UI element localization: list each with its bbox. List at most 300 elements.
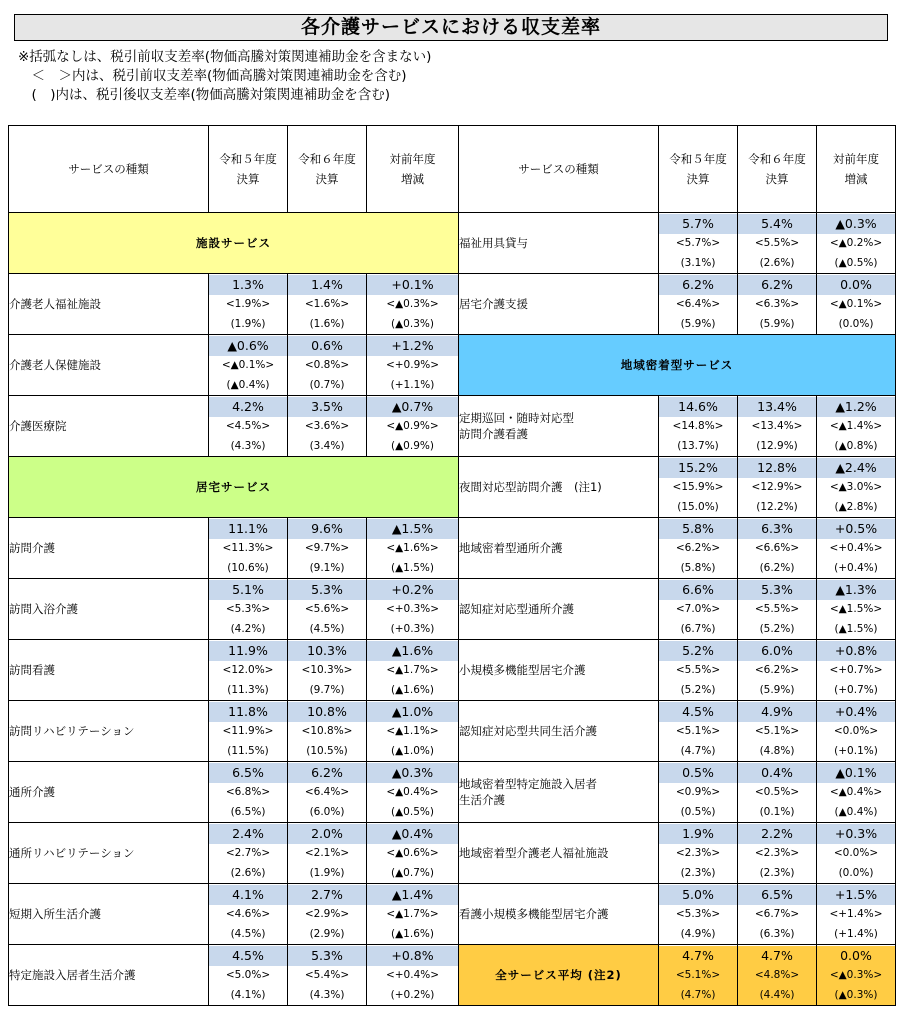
table-body [9, 126, 896, 1006]
service-name: 通所リハビリテーション [9, 823, 209, 884]
value-cell [817, 884, 896, 945]
value-aftertax: (6.0%) [309, 805, 345, 818]
value-pretax-subsidy: <▲1.7%> [386, 907, 439, 920]
table-row [9, 518, 896, 579]
value-pretax-subsidy: <5.3%> [225, 602, 271, 615]
value-pretax: 6.2% [288, 763, 366, 783]
value-aftertax: (▲2.8%) [834, 500, 878, 513]
value-pretax: +0.4% [817, 702, 895, 722]
value-pretax: 11.1% [209, 519, 287, 539]
header-diff-line2: 増減 [401, 172, 424, 186]
value-aftertax: (5.8%) [680, 561, 716, 574]
header-service-type: サービスの種類 [459, 126, 659, 213]
value-cell [659, 579, 738, 640]
value-aftertax: (▲1.6%) [391, 927, 434, 940]
value-aftertax: (10.5%) [306, 744, 348, 757]
value-pretax-subsidy: <5.5%> [754, 602, 800, 615]
header-r5-line1: 令和５年度 [669, 152, 727, 166]
value-cell [738, 274, 817, 335]
header-service-type: サービスの種類 [9, 126, 209, 213]
value-pretax-subsidy: <1.9%> [225, 297, 271, 310]
value-pretax-subsidy: <▲1.7%> [386, 663, 439, 676]
service-name: 夜間対応型訪問介護 (注1) [459, 457, 659, 518]
value-cell [817, 762, 896, 823]
value-aftertax: (6.7%) [680, 622, 716, 635]
value-aftertax: (13.7%) [677, 439, 719, 452]
value-pretax: ▲0.3% [817, 214, 895, 234]
value-pretax: 15.2% [659, 458, 737, 478]
value-pretax: 1.9% [659, 824, 737, 844]
value-pretax: +0.5% [817, 519, 895, 539]
value-cell [367, 823, 459, 884]
value-aftertax: (▲0.3%) [817, 985, 895, 1005]
value-cell [367, 945, 459, 1006]
value-pretax-subsidy: <5.5%> [754, 236, 800, 249]
value-pretax-subsidy: <5.1%> [754, 724, 800, 737]
value-pretax: ▲0.3% [367, 763, 458, 783]
header-r6-line2: 決算 [765, 172, 789, 186]
value-pretax-subsidy: <0.9%> [675, 785, 721, 798]
value-pretax: 5.7% [659, 214, 737, 234]
value-pretax: 5.8% [659, 519, 737, 539]
value-pretax: 6.3% [738, 519, 816, 539]
value-pretax-subsidy: <▲0.9%> [386, 419, 439, 432]
value-aftertax: (▲0.9%) [391, 439, 434, 452]
value-pretax: 5.1% [209, 580, 287, 600]
service-name: 地域密着型介護老人福祉施設 [459, 823, 659, 884]
value-cell [288, 823, 367, 884]
value-aftertax: (4.5%) [230, 927, 266, 940]
value-pretax-subsidy: <13.4%> [751, 419, 803, 432]
value-cell [659, 701, 738, 762]
value-pretax: ▲1.5% [367, 519, 458, 539]
service-name: 小規模多機能型居宅介護 [459, 640, 659, 701]
value-cell [367, 884, 459, 945]
value-aftertax: (3.4%) [309, 439, 345, 452]
value-cell [288, 579, 367, 640]
service-name: 介護老人福祉施設 [9, 274, 209, 335]
table-row [9, 274, 896, 335]
value-pretax: ▲0.4% [367, 824, 458, 844]
value-aftertax: (1.9%) [230, 317, 266, 330]
value-pretax-subsidy: <6.7%> [754, 907, 800, 920]
value-aftertax: (+0.2%) [390, 988, 435, 1001]
value-cell [288, 518, 367, 579]
value-pretax-subsidy: <10.8%> [301, 724, 353, 737]
value-aftertax: (+0.1%) [834, 744, 878, 757]
value-aftertax: (11.5%) [227, 744, 269, 757]
value-aftertax: (12.9%) [756, 439, 798, 452]
value-pretax-subsidy: <6.4%> [675, 297, 721, 310]
value-pretax: +1.5% [817, 885, 895, 905]
value-cell [209, 640, 288, 701]
value-cell [738, 640, 817, 701]
service-name: 介護老人保健施設 [9, 335, 209, 396]
value-pretax: +0.3% [817, 824, 895, 844]
value-pretax-subsidy: <▲0.4%> [386, 785, 439, 798]
value-aftertax: (4.9%) [680, 927, 716, 940]
header-r6-line2: 決算 [315, 172, 339, 186]
value-aftertax: (4.2%) [230, 622, 266, 635]
value-pretax-subsidy: <5.3%> [675, 907, 721, 920]
value-pretax-subsidy: <0.5%> [754, 785, 800, 798]
value-pretax: +1.2% [367, 336, 458, 356]
value-pretax-subsidy: <14.8%> [672, 419, 724, 432]
value-cell [738, 884, 817, 945]
value-pretax: 6.2% [738, 275, 816, 295]
value-aftertax: (4.8%) [759, 744, 795, 757]
value-aftertax: (6.3%) [759, 927, 795, 940]
value-aftertax: (0.1%) [759, 805, 795, 818]
value-aftertax: (1.9%) [309, 866, 345, 879]
category-header: 居宅サービス [9, 457, 459, 518]
value-pretax-subsidy: <▲0.1%> [221, 358, 275, 371]
value-aftertax: (4.7%) [659, 985, 737, 1005]
value-pretax: 6.5% [209, 763, 287, 783]
header-diff-line2: 増減 [844, 172, 868, 186]
value-pretax: 5.0% [659, 885, 737, 905]
value-cell [288, 396, 367, 457]
value-aftertax: (+0.7%) [834, 683, 878, 696]
value-aftertax: (4.3%) [230, 439, 266, 452]
value-cell [367, 518, 459, 579]
value-pretax: ▲0.6% [209, 336, 287, 356]
value-cell [817, 274, 896, 335]
value-pretax-subsidy: <12.9%> [751, 480, 803, 493]
value-pretax-subsidy: <5.1%> [675, 724, 721, 737]
value-cell [817, 518, 896, 579]
value-aftertax: (4.5%) [309, 622, 345, 635]
value-pretax-subsidy: <6.2%> [675, 541, 721, 554]
value-aftertax: (0.7%) [309, 378, 345, 391]
value-pretax-subsidy: <▲0.2%> [829, 236, 883, 249]
value-aftertax: (▲0.4%) [226, 378, 270, 391]
value-aftertax: (5.2%) [680, 683, 716, 696]
value-pretax-subsidy: <2.7%> [225, 846, 271, 859]
value-aftertax: (2.9%) [309, 927, 345, 940]
value-cell [209, 335, 288, 396]
value-pretax-subsidy: <+0.4%> [829, 541, 883, 554]
value-aftertax: (11.3%) [227, 683, 269, 696]
value-aftertax: (▲1.6%) [391, 683, 434, 696]
value-aftertax: (0.0%) [838, 866, 874, 879]
value-aftertax: (2.6%) [759, 256, 795, 269]
value-cell [817, 396, 896, 457]
service-name: 訪問リハビリテーション [9, 701, 209, 762]
value-cell [738, 213, 817, 274]
value-cell [738, 457, 817, 518]
header-diff-line1: 対前年度 [389, 152, 436, 166]
value-pretax-subsidy: <5.0%> [225, 968, 271, 981]
service-name: 訪問介護 [9, 518, 209, 579]
service-name: 認知症対応型共同生活介護 [459, 701, 659, 762]
value-aftertax: (6.2%) [759, 561, 795, 574]
value-aftertax: (+0.4%) [834, 561, 878, 574]
value-cell [288, 640, 367, 701]
note-line: ※括弧なしは、税引前収支差率(物価高騰対策関連補助金を含まない) [18, 49, 432, 65]
header-r6-line1: 令和６年度 [748, 152, 806, 166]
value-aftertax: (▲0.5%) [834, 256, 878, 269]
value-cell [659, 640, 738, 701]
table-row [9, 762, 896, 823]
value-cell [738, 396, 817, 457]
value-pretax: 12.8% [738, 458, 816, 478]
value-pretax: 2.2% [738, 824, 816, 844]
value-aftertax: (4.4%) [738, 985, 816, 1005]
value-pretax-subsidy: <▲1.1%> [386, 724, 439, 737]
value-pretax-subsidy: <▲0.1%> [829, 297, 883, 310]
value-aftertax: (2.6%) [230, 866, 266, 879]
value-aftertax: (▲1.5%) [391, 561, 434, 574]
value-aftertax: (4.1%) [230, 988, 266, 1001]
value-aftertax: (1.6%) [309, 317, 345, 330]
value-pretax: 9.6% [288, 519, 366, 539]
value-cell [288, 762, 367, 823]
table-row [9, 701, 896, 762]
value-pretax-subsidy: <▲0.4%> [829, 785, 883, 798]
value-pretax: 5.3% [288, 580, 366, 600]
value-pretax: 14.6% [659, 397, 737, 417]
value-pretax-subsidy: <11.9%> [222, 724, 274, 737]
service-name: 訪問看護 [9, 640, 209, 701]
value-pretax: 1.3% [209, 275, 287, 295]
value-cell [209, 701, 288, 762]
value-pretax-subsidy: <4.6%> [225, 907, 271, 920]
value-pretax-subsidy: <5.7%> [675, 236, 721, 249]
table-row [9, 823, 896, 884]
value-pretax: +0.1% [367, 275, 458, 295]
value-pretax-subsidy: <6.8%> [225, 785, 271, 798]
value-aftertax: (12.2%) [756, 500, 798, 513]
value-pretax: 4.5% [659, 702, 737, 722]
value-cell [288, 884, 367, 945]
value-pretax: 11.9% [209, 641, 287, 661]
table-row [9, 335, 896, 396]
value-pretax-subsidy: <6.2%> [754, 663, 800, 676]
service-name: 地域密着型特定施設入居者 生活介護 [459, 762, 659, 823]
margin-table [8, 125, 896, 1006]
value-aftertax: (2.3%) [680, 866, 716, 879]
note-line: ( )内は、税引後収支差率(物価高騰対策関連補助金を含む) [18, 87, 391, 103]
header-row [9, 126, 896, 213]
value-pretax-subsidy: <2.1%> [304, 846, 350, 859]
value-pretax: 13.4% [738, 397, 816, 417]
value-aftertax: (4.3%) [309, 988, 345, 1001]
value-pretax-subsidy: <4.5%> [225, 419, 271, 432]
table-row [9, 945, 896, 1006]
value-cell [209, 762, 288, 823]
table-row [9, 396, 896, 457]
value-pretax-subsidy: <▲0.3%> [386, 297, 439, 310]
service-name: 全サービス平均 (注2) [459, 945, 659, 1006]
value-cell [367, 274, 459, 335]
value-pretax-subsidy: <+0.3%> [385, 602, 440, 615]
value-cell [659, 213, 738, 274]
value-pretax-subsidy: <▲1.4%> [829, 419, 883, 432]
value-cell [659, 396, 738, 457]
value-pretax-subsidy: <▲1.5%> [829, 602, 883, 615]
value-cell [659, 823, 738, 884]
value-cell [367, 335, 459, 396]
value-cell [738, 762, 817, 823]
table-row [9, 213, 896, 274]
value-cell [288, 274, 367, 335]
value-pretax-subsidy: <3.6%> [304, 419, 350, 432]
value-aftertax: (▲0.7%) [391, 866, 434, 879]
service-name: 通所介護 [9, 762, 209, 823]
value-pretax-subsidy: <9.7%> [304, 541, 350, 554]
value-pretax-subsidy: <2.9%> [304, 907, 350, 920]
header-r5 [659, 126, 738, 213]
value-cell [817, 640, 896, 701]
service-name: 短期入所生活介護 [9, 884, 209, 945]
page-title: 各介護サービスにおける収支差率 [14, 14, 888, 41]
value-cell [817, 213, 896, 274]
header-diff [817, 126, 896, 213]
value-pretax: 0.5% [659, 763, 737, 783]
value-pretax-subsidy: <+0.4%> [385, 968, 440, 981]
value-pretax: 1.4% [288, 275, 366, 295]
value-cell [738, 579, 817, 640]
value-cell [209, 823, 288, 884]
value-pretax: 6.2% [659, 275, 737, 295]
value-pretax: 6.5% [738, 885, 816, 905]
value-aftertax: (3.1%) [680, 256, 716, 269]
value-pretax: +0.8% [367, 946, 458, 966]
value-pretax: ▲1.0% [367, 702, 458, 722]
value-pretax: 4.7% [659, 946, 737, 966]
value-aftertax: (5.9%) [759, 683, 795, 696]
value-cell [288, 701, 367, 762]
value-aftertax: (▲0.5%) [391, 805, 434, 818]
value-pretax-subsidy: <5.4%> [304, 968, 350, 981]
value-cell [738, 701, 817, 762]
value-cell [367, 701, 459, 762]
value-cell [209, 945, 288, 1006]
value-pretax-subsidy: <12.0%> [222, 663, 274, 676]
value-cell [817, 945, 896, 1006]
value-pretax: ▲1.2% [817, 397, 895, 417]
value-pretax: ▲1.4% [367, 885, 458, 905]
value-pretax-subsidy: <▲0.6%> [386, 846, 439, 859]
value-aftertax: (6.5%) [230, 805, 266, 818]
value-aftertax: (10.6%) [227, 561, 269, 574]
value-pretax-subsidy: <0.8%> [304, 358, 350, 371]
value-cell [367, 640, 459, 701]
value-pretax: 4.9% [738, 702, 816, 722]
value-pretax-subsidy: <4.8%> [738, 966, 816, 985]
service-name: 特定施設入居者生活介護 [9, 945, 209, 1006]
header-r5 [209, 126, 288, 213]
service-name: 認知症対応型通所介護 [459, 579, 659, 640]
value-cell [209, 884, 288, 945]
value-aftertax: (▲0.8%) [834, 439, 878, 452]
header-r6-line1: 令和６年度 [298, 152, 356, 166]
category-header: 地域密着型サービス [459, 335, 896, 396]
value-pretax: 0.0% [817, 275, 895, 295]
value-aftertax: (5.2%) [759, 622, 795, 635]
value-pretax: 5.3% [288, 946, 366, 966]
value-pretax: 2.4% [209, 824, 287, 844]
header-diff-line1: 対前年度 [833, 152, 879, 166]
value-cell [367, 396, 459, 457]
note-line: ＜ ＞内は、税引前収支差率(物価高騰対策関連補助金を含む) [18, 68, 407, 84]
value-pretax-subsidy: <2.3%> [675, 846, 721, 859]
value-pretax-subsidy: <+0.7%> [829, 663, 883, 676]
value-aftertax: (15.0%) [677, 500, 719, 513]
value-pretax: 0.4% [738, 763, 816, 783]
service-name: 看護小規模多機能型居宅介護 [459, 884, 659, 945]
value-cell [288, 945, 367, 1006]
header-r6 [288, 126, 367, 213]
value-pretax: 4.7% [738, 946, 816, 966]
service-name: 福祉用具貸与 [459, 213, 659, 274]
value-pretax-subsidy: <11.3%> [222, 541, 274, 554]
value-pretax: ▲1.3% [817, 580, 895, 600]
value-cell [209, 396, 288, 457]
value-aftertax: (+1.4%) [834, 927, 878, 940]
value-pretax: 0.6% [288, 336, 366, 356]
value-aftertax: (+1.1%) [390, 378, 435, 391]
value-pretax: 11.8% [209, 702, 287, 722]
value-aftertax: (9.1%) [309, 561, 345, 574]
value-pretax-subsidy: <▲3.0%> [829, 480, 883, 493]
value-aftertax: (5.9%) [680, 317, 716, 330]
value-pretax: 5.4% [738, 214, 816, 234]
value-aftertax: (▲0.3%) [391, 317, 434, 330]
table-row [9, 884, 896, 945]
value-cell [738, 823, 817, 884]
value-pretax: 6.6% [659, 580, 737, 600]
value-pretax: ▲2.4% [817, 458, 895, 478]
value-pretax: 4.2% [209, 397, 287, 417]
value-pretax-subsidy: <2.3%> [754, 846, 800, 859]
table-row [9, 579, 896, 640]
value-aftertax: (▲0.4%) [834, 805, 878, 818]
value-aftertax: (4.7%) [680, 744, 716, 757]
value-pretax: ▲1.6% [367, 641, 458, 661]
value-aftertax: (9.7%) [309, 683, 345, 696]
value-pretax-subsidy: <7.0%> [675, 602, 721, 615]
value-pretax-subsidy: <▲1.6%> [386, 541, 439, 554]
value-cell [209, 518, 288, 579]
value-aftertax: (▲1.0%) [391, 744, 434, 757]
value-aftertax: (0.0%) [838, 317, 874, 330]
header-diff [367, 126, 459, 213]
value-cell [659, 884, 738, 945]
service-name: 介護医療院 [9, 396, 209, 457]
value-pretax-subsidy: <10.3%> [301, 663, 353, 676]
value-pretax-subsidy: <5.1%> [659, 966, 737, 985]
value-pretax-subsidy: <+0.9%> [385, 358, 440, 371]
value-pretax-subsidy: <6.6%> [754, 541, 800, 554]
value-cell [659, 945, 738, 1006]
value-aftertax: (0.5%) [680, 805, 716, 818]
value-pretax-subsidy: <6.4%> [304, 785, 350, 798]
value-cell [367, 762, 459, 823]
value-pretax: 2.7% [288, 885, 366, 905]
value-cell [817, 701, 896, 762]
value-pretax: 4.1% [209, 885, 287, 905]
value-pretax: 5.3% [738, 580, 816, 600]
value-pretax: ▲0.7% [367, 397, 458, 417]
table-row [9, 640, 896, 701]
value-cell [817, 579, 896, 640]
value-pretax: 6.0% [738, 641, 816, 661]
service-name: 訪問入浴介護 [9, 579, 209, 640]
table-row [9, 457, 896, 518]
value-pretax-subsidy: <5.5%> [675, 663, 721, 676]
